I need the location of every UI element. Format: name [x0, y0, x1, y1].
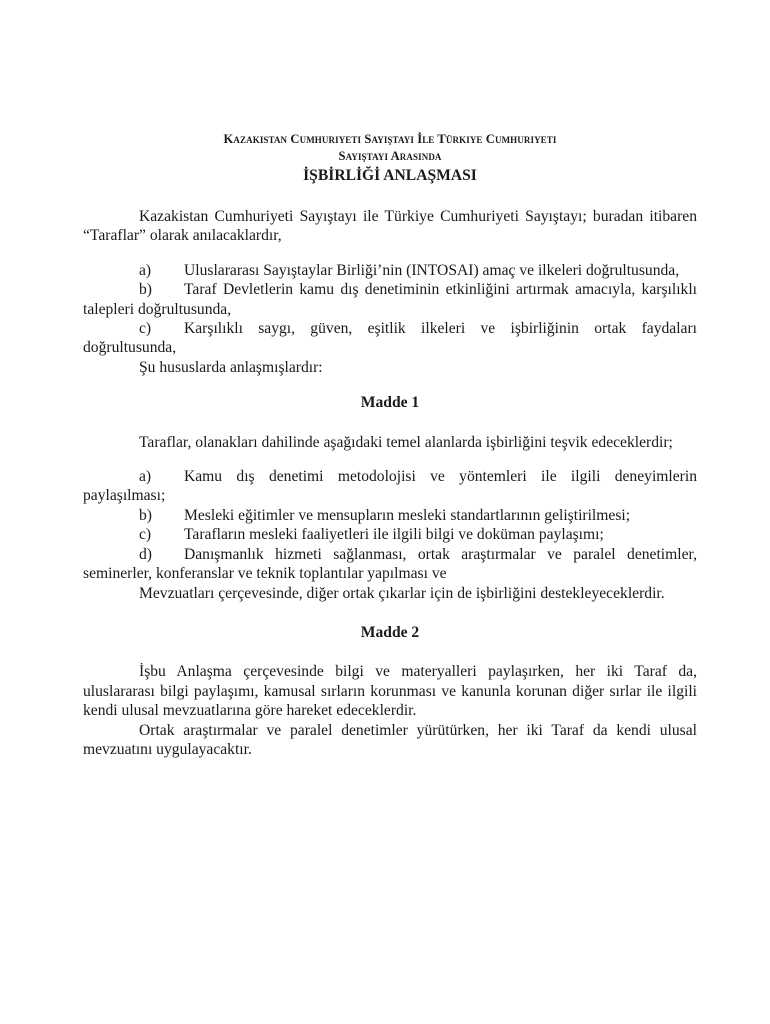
- article-1-item-c: [83, 525, 697, 544]
- item-text: Karşılıklı saygı, güven, eşitlik ilkeleri ve işbirliğinin ortak faydaları doğrultusunda,: [83, 320, 697, 357]
- item-text: Kamu dış denetimi metodolojisi ve yöntemleri ile ilgili deneyimlerin paylaşılması;: [83, 468, 697, 505]
- article-1-item-a: [83, 467, 697, 506]
- document-title: İŞBİRLİĞİ ANLAŞMASI: [303, 167, 477, 184]
- article-1-item-b: [83, 506, 697, 525]
- item-marker: b): [139, 506, 152, 524]
- item-marker: b): [139, 281, 152, 299]
- item-text: Taraf Devletlerin kamu dış denetiminin etkinliğini artırmak amacıyla, karşılıklı talepleri doğrultusunda,: [83, 281, 697, 318]
- article-1-intro: Taraflar, olanakları dahilinde aşağıdaki temel alanlarda işbirliğini teşvik edeceklerdir;: [139, 433, 673, 451]
- item-marker: c): [139, 320, 152, 338]
- item-marker: a): [139, 468, 152, 486]
- article-1-closing: Mevzuatları çerçevesinde, diğer ortak çıkarlar için de işbirliğini destekleyeceklerdir.: [139, 584, 665, 602]
- article-2-paragraph-2: Ortak araştırmalar ve paralel denetimler yürütürken, her iki Taraf da kendi ulusal mevzuatını uygulayacaktır.: [83, 721, 697, 758]
- article-2-heading: Madde 2: [360, 623, 420, 641]
- item-text: Tarafların mesleki faaliyetleri ile ilgili bilgi ve doküman paylaşımı;: [184, 526, 604, 544]
- article-1-heading: Madde 1: [360, 394, 420, 412]
- item-text: Uluslararası Sayıştaylar Birliği’nin (INTOSAI) amaç ve ilkeleri doğrultusunda,: [184, 261, 680, 279]
- document-page: [83, 131, 697, 759]
- article-1-list: [83, 467, 697, 603]
- item-marker: d): [139, 545, 152, 563]
- preamble-item-a: [83, 261, 697, 280]
- intro-paragraph: Kazakistan Cumhuriyeti Sayıştayı ile Türkiye Cumhuriyeti Sayıştayı; buradan itibaren “Taraflar” olarak anılacaklardır,: [83, 208, 697, 245]
- document-title-line-2: Sayıştayı Arasında: [338, 149, 442, 163]
- document-title-line-1: Kazakistan Cumhuriyeti Sayıştayı İle Türkiye Cumhuriyeti: [223, 132, 557, 146]
- preamble-item-b: [83, 280, 697, 319]
- item-text: Danışmanlık hizmeti sağlanması, ortak araştırmalar ve paralel denetimler, seminerler, konferanslar ve teknik toplantılar yapılması ve: [83, 545, 697, 583]
- item-marker: a): [139, 261, 152, 279]
- article-1-item-d: [83, 545, 697, 584]
- preamble-list: [83, 261, 697, 377]
- item-text: Mesleki eğitimler ve mensupların mesleki standartlarının geliştirilmesi;: [184, 506, 631, 524]
- item-marker: c): [139, 526, 152, 544]
- article-2-paragraph-1: İşbu Anlaşma çerçevesinde bilgi ve materyalleri paylaşırken, her iki Taraf da, uluslararası bilgi paylaşımı, kamusal sırların korunması ve kanunla korunan diğer sırlar ile ilgili kendi ulusal mevzuatlarına göre hareket edeceklerdir.: [83, 663, 697, 720]
- preamble-item-c: [83, 319, 697, 358]
- agreement-line: Şu hususlarda anlaşmışlardır:: [139, 358, 323, 376]
